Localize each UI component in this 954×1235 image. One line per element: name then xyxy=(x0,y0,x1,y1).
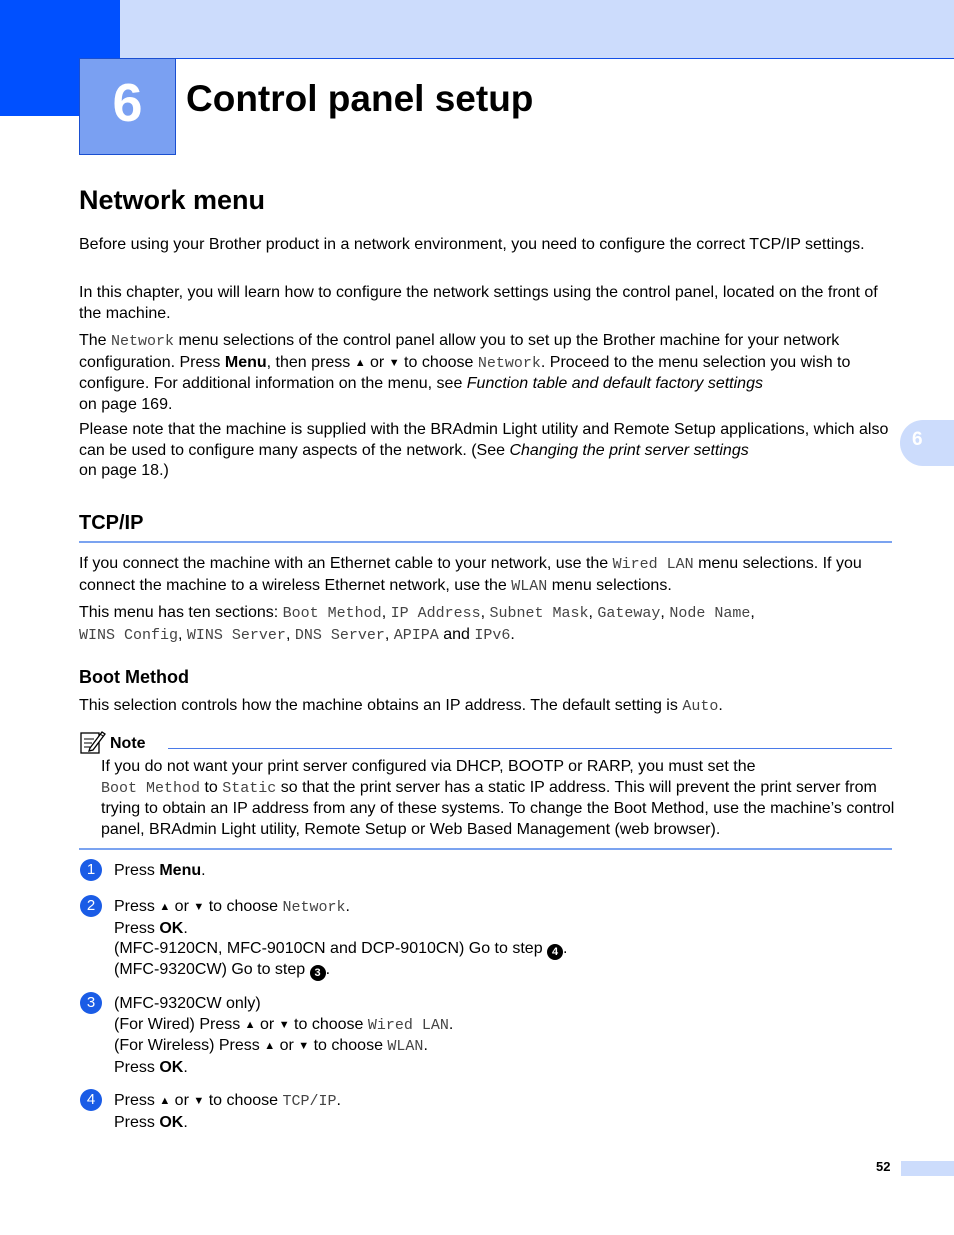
note-pencil-icon xyxy=(80,730,106,754)
section-item: Gateway xyxy=(597,605,661,622)
section-item: IP Address xyxy=(390,605,481,622)
section-item: APIPA xyxy=(393,627,439,644)
up-arrow-icon: ▲ xyxy=(244,1018,256,1031)
section-item: IPv6 xyxy=(474,627,511,644)
menu-name-network: Network xyxy=(111,333,175,350)
menu-name-network: Network xyxy=(477,354,541,372)
section-item: DNS Server xyxy=(294,627,385,644)
down-arrow-icon: ▼ xyxy=(278,1018,290,1031)
subsubsection-title: Boot Method xyxy=(79,667,189,687)
tcpip-paragraph-1: If you connect the machine with an Ethernet cable to your network, use the Wired LAN menu selections. If you connect the machine to a wireless Ethernet network, use the WLAN menu selections. xyxy=(79,555,862,595)
menu-key: Menu xyxy=(224,353,267,371)
section-item: WINS Server xyxy=(186,627,286,644)
note-text: If you do not want your print server configured via DHCP, BOOTP or RARP, you must set the Boot Method to Static so that the print server has a static IP address. This will prevent the print server from trying to obtain an IP address from any of these systems. To change the Boot Method, use the machine’s control panel, BRAdmin Light utility, Remote Setup or Web Based Management (web browser). xyxy=(101,758,895,838)
section-item: Node Name xyxy=(669,605,751,622)
step-number-4: 4 xyxy=(80,1089,102,1111)
intro-paragraph-2: In this chapter, you will learn how to configure the network settings using the control panel, located on the front of the machine. xyxy=(79,284,878,322)
note-rule xyxy=(168,748,892,749)
note-label: Note xyxy=(110,735,146,752)
step-reference-4[interactable]: 4 xyxy=(547,944,563,960)
up-arrow-icon: ▲ xyxy=(264,1040,276,1052)
step-number-2: 2 xyxy=(80,895,102,917)
up-arrow-icon: ▲ xyxy=(159,1095,171,1107)
section-item: WINS Config xyxy=(79,627,179,644)
intro-paragraph-4: Please note that the machine is supplied with the BRAdmin Light utility and Remote Setup applications, which also can be used to configure many aspects of the network. (See Changing the print server settings on page 18.) xyxy=(79,421,889,479)
chapter-number: 6 xyxy=(112,73,143,133)
down-arrow-icon: ▼ xyxy=(298,1040,310,1052)
cross-reference-link[interactable]: Changing the print server settings xyxy=(509,441,749,459)
page-number-bar xyxy=(901,1161,954,1176)
step-3-text: (MFC-9320CW only) (For Wired) Press ▲ or ▼ to choose Wired LAN. (For Wireless) Press ▲ or ▼ to choose WLAN. Press OK. xyxy=(114,995,454,1076)
down-arrow-icon: ▼ xyxy=(388,356,400,369)
tcpip-paragraph-2: This menu has ten sections: Boot Method, IP Address, Subnet Mask, Gateway, Node Name, WINS Config, WINS Server, DNS Server, APIPA and IPv6. xyxy=(79,604,755,644)
chapter-title: Control panel setup xyxy=(186,78,534,119)
subsection-rule xyxy=(79,541,892,543)
subsection-title: TCP/IP xyxy=(79,512,144,534)
cross-reference-link[interactable]: Function table and default factory settings xyxy=(466,375,763,392)
chapter-side-tab-label: 6 xyxy=(912,429,923,450)
step-number-3: 3 xyxy=(80,992,102,1014)
section-item: Boot Method xyxy=(282,605,382,622)
step-reference-3[interactable]: 3 xyxy=(310,965,326,981)
section-item: Subnet Mask xyxy=(489,605,589,622)
down-arrow-icon: ▼ xyxy=(193,901,205,913)
chapter-side-tab[interactable] xyxy=(900,420,954,466)
intro-paragraph-1: Before using your Brother product in a network environment, you need to configure the correct TCP/IP settings. xyxy=(79,236,865,253)
down-arrow-icon: ▼ xyxy=(193,1095,205,1107)
section-title: Network menu xyxy=(79,185,266,215)
step-1-text: Press Menu. xyxy=(114,862,206,879)
boot-method-paragraph: This selection controls how the machine obtains an IP address. The default setting is Auto. xyxy=(79,697,723,715)
step-number-1: 1 xyxy=(80,859,102,881)
header-band xyxy=(0,0,954,59)
up-arrow-icon: ▲ xyxy=(159,901,171,913)
note-rule xyxy=(79,848,892,850)
page-number: 52 xyxy=(876,1159,891,1174)
step-4-text: Press ▲ or ▼ to choose TCP/IP. Press OK. xyxy=(114,1092,341,1131)
step-2-text: Press ▲ or ▼ to choose Network. Press OK. (MFC-9120CN, MFC-9010CN and DCP-9010CN) Go to step 4 . (MFC-9320CW) Go to step 3 . xyxy=(114,898,568,979)
up-arrow-icon: ▲ xyxy=(354,356,366,369)
intro-paragraph-3: The Network menu selections of the control panel allow you to set up the Brother machine for your network configuration. Press Menu, then press ▲ or ▼ to choose Network. Proceed to the menu selection you wish to configure. For additional information on the menu, see Function table and default factory settings on page 169. xyxy=(79,332,851,413)
